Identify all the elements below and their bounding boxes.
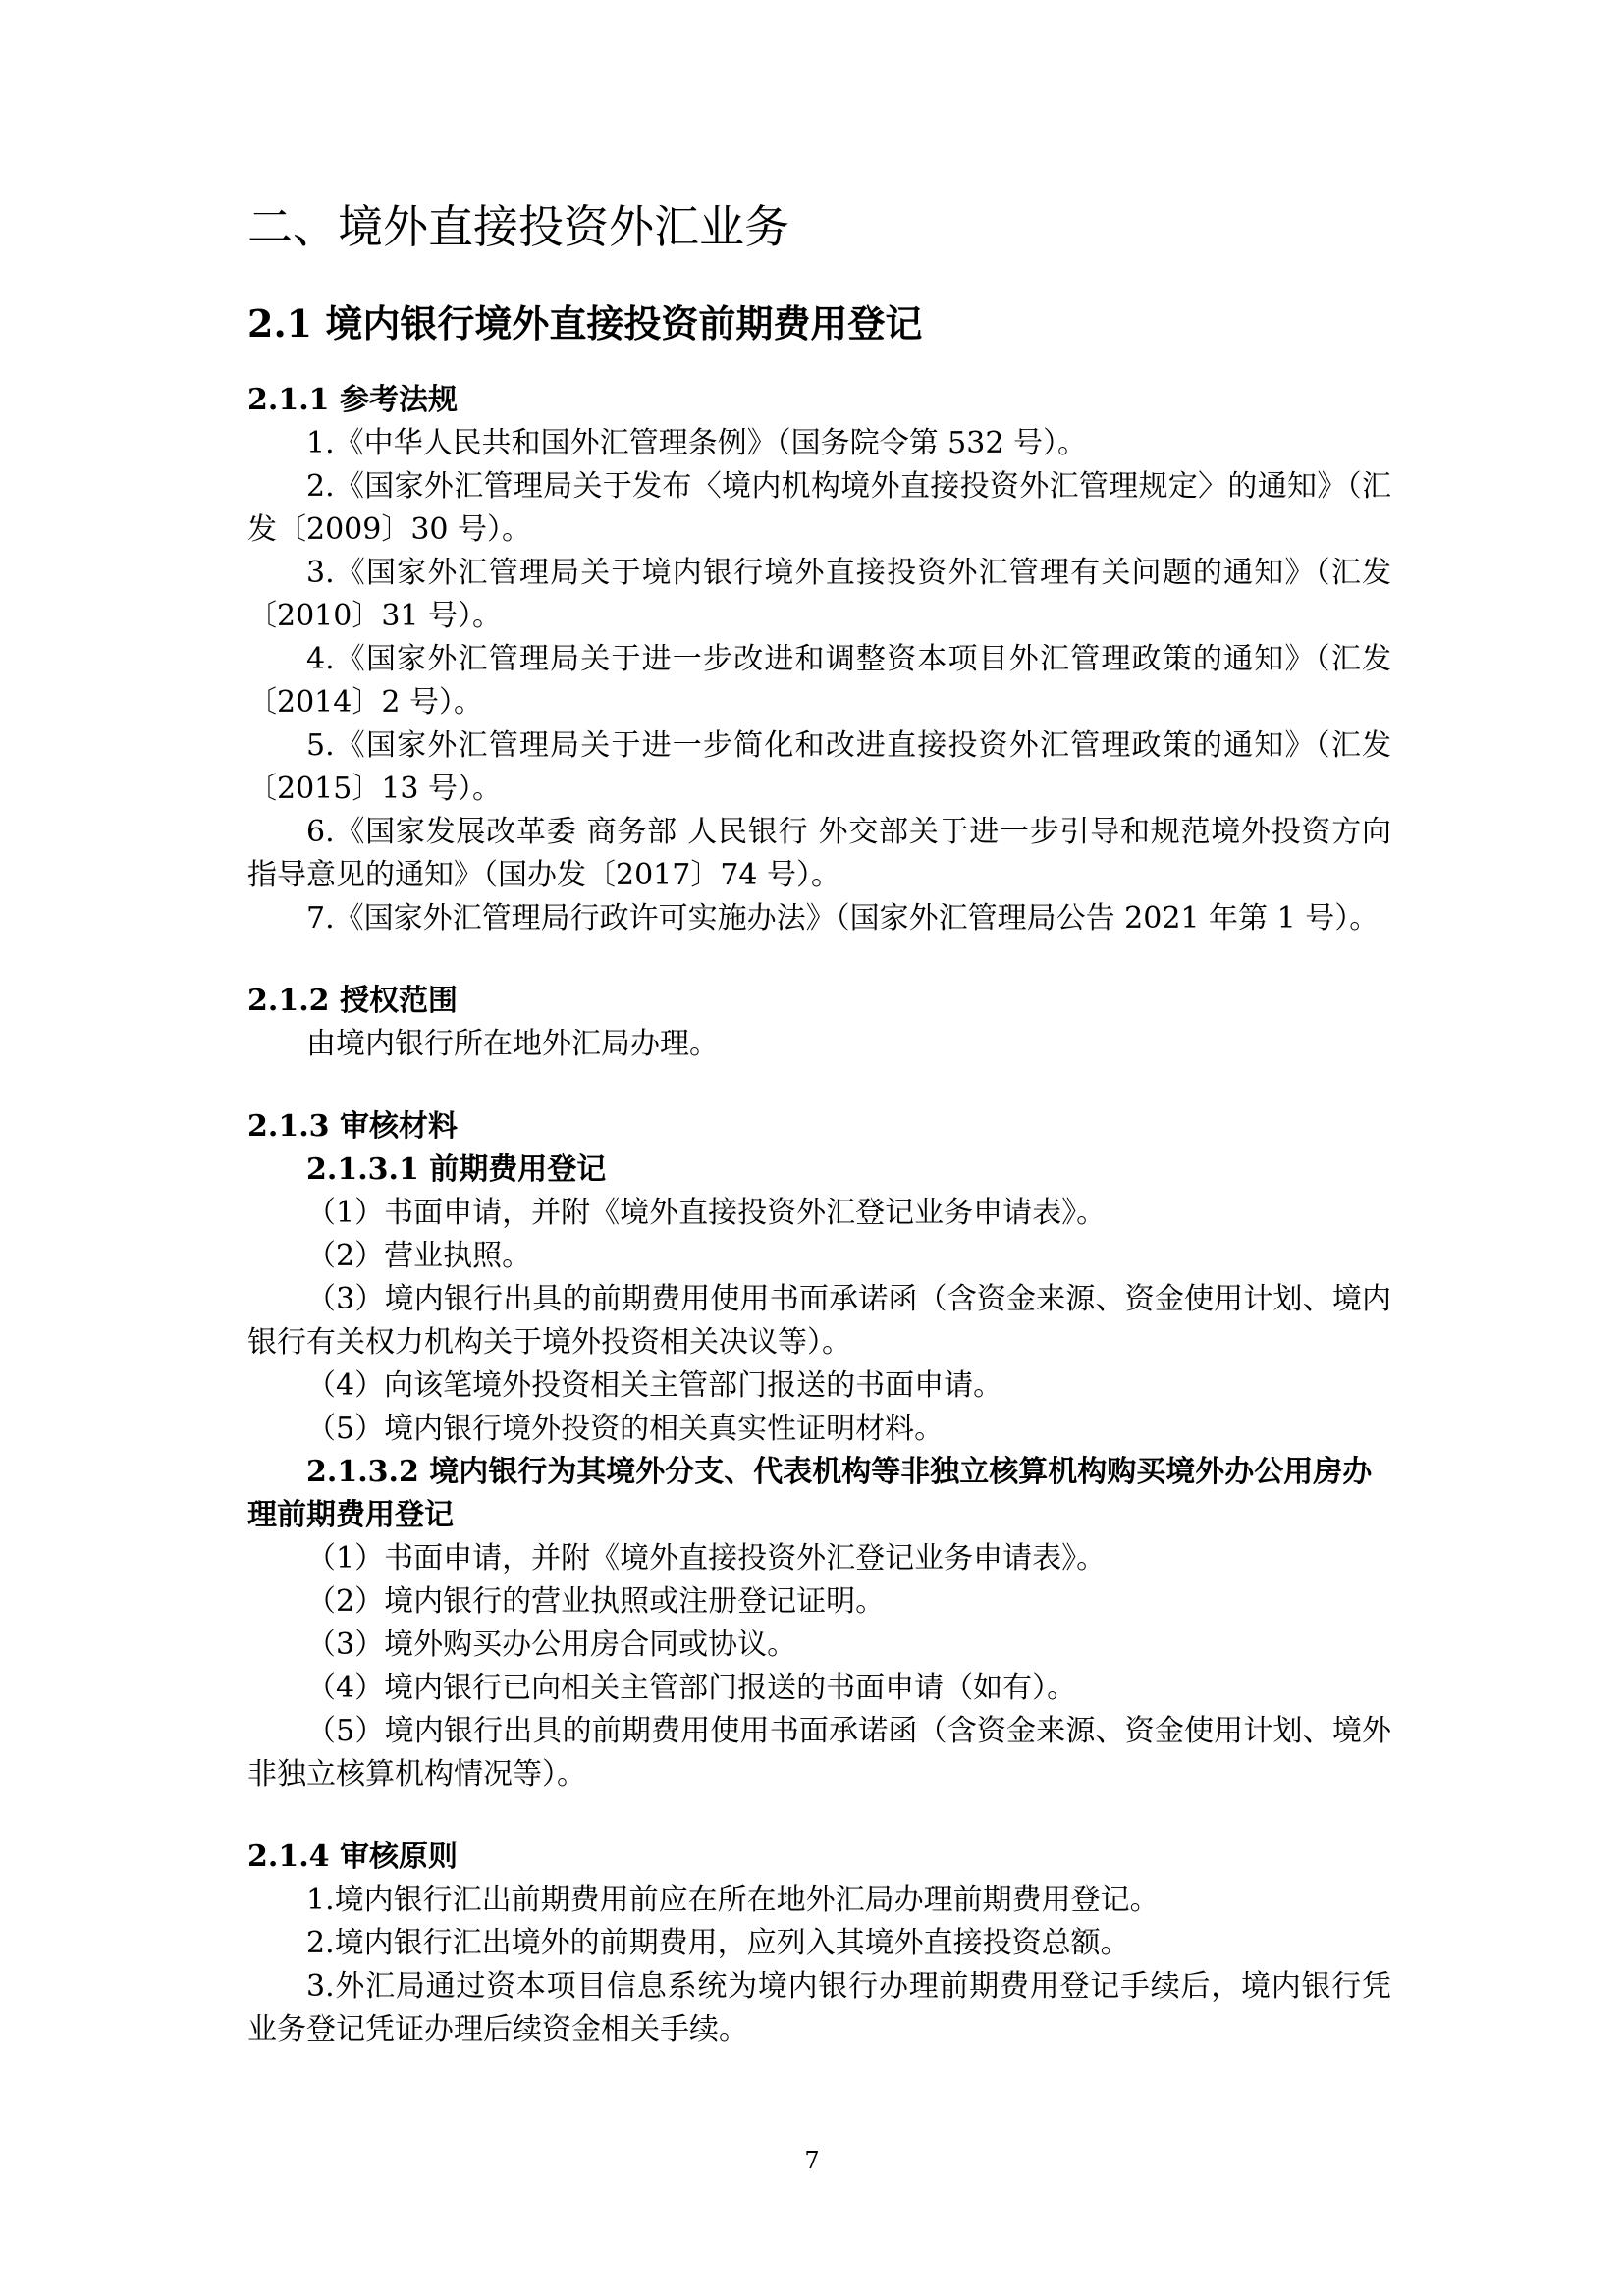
material-item: （3）境内银行出具的前期费用使用书面承诺函（含资金来源、资金使用计划、境内银行有关权力机构关于境外投资相关决议等）。	[247, 1282, 1391, 1360]
spacer	[247, 1796, 1391, 1836]
subsubsection-heading-office-purchase: 2.1.3.2 境内银行为其境外分支、代表机构等非独立核算机构购买境外办公用房办理前期费用登记	[247, 1455, 1373, 1532]
page-number: 7	[804, 2147, 820, 2174]
material-item: （1）书面申请，并附《境外直接投资外汇登记业务申请表》。	[306, 1196, 1107, 1230]
principle-item: 1.境内银行汇出前期费用前应在所在地外汇局办理前期费用登记。	[306, 1883, 1160, 1917]
spacer	[247, 1066, 1391, 1105]
subsection-heading-materials: 2.1.3 审核材料	[247, 1109, 458, 1144]
material-item: （1）书面申请，并附《境外直接投资外汇登记业务申请表》。	[306, 1541, 1107, 1575]
material-item: （5）境内银行境外投资的相关真实性证明材料。	[306, 1412, 945, 1446]
subsubsection-heading-preliminary: 2.1.3.1 前期费用登记	[306, 1152, 607, 1187]
material-item: （3）境外购买办公用房合同或协议。	[306, 1628, 797, 1662]
material-item: （5）境内银行出具的前期费用使用书面承诺函（含资金来源、资金使用计划、境外非独立核算机构情况等）。	[247, 1714, 1391, 1791]
regulation-item: 3.《国家外汇管理局关于境内银行境外直接投资外汇管理有关问题的通知》（汇发〔2010〕31 号）。	[247, 556, 1391, 633]
regulation-item: 7.《国家外汇管理局行政许可实施办法》（国家外汇管理局公告 2021 年第 1 号）。	[306, 901, 1380, 935]
chapter-title: 二、境外直接投资外汇业务	[247, 200, 789, 253]
section-title: 2.1 境内银行境外直接投资前期费用登记	[247, 301, 923, 346]
material-item: （2）营业执照。	[306, 1239, 532, 1273]
subsection-heading-principles: 2.1.4 审核原则	[247, 1840, 458, 1874]
regulation-item: 4.《国家外汇管理局关于进一步改进和调整资本项目外汇管理政策的通知》（汇发〔2014〕2 号）。	[247, 642, 1391, 720]
material-item: （4）境内银行已向相关主管部门报送的书面申请（如有）。	[306, 1671, 1077, 1705]
subsection-heading-regulations: 2.1.1 参考法规	[247, 383, 458, 417]
principle-item: 3.外汇局通过资本项目信息系统为境内银行办理前期费用登记手续后，境内银行凭业务登记凭证办理后续资金相关手续。	[247, 1969, 1391, 2047]
subsection-heading-scope: 2.1.2 授权范围	[247, 984, 458, 1018]
scope-text: 由境内银行所在地外汇局办理。	[306, 1027, 719, 1061]
material-item: （4）向该笔境外投资相关主管部门报送的书面申请。	[306, 1368, 1003, 1403]
regulation-item: 2.《国家外汇管理局关于发布〈境内机构境外直接投资外汇管理规定〉的通知》（汇发〔2009〕30 号）。	[247, 469, 1391, 547]
material-item: （2）境内银行的营业执照或注册登记证明。	[306, 1584, 886, 1619]
regulation-item: 6.《国家发展改革委 商务部 人民银行 外交部关于进一步引导和规范境外投资方向指导意见的通知》（国办发〔2017〕74 号）。	[247, 815, 1391, 892]
principle-item: 2.境内银行汇出境外的前期费用，应列入其境外直接投资总额。	[306, 1926, 1130, 1960]
spacer	[247, 940, 1391, 980]
section-content	[247, 379, 1391, 2052]
regulation-item: 1.《中华人民共和国外汇管理条例》（国务院令第 532 号）。	[306, 426, 1087, 460]
regulation-item: 5.《国家外汇管理局关于进一步简化和改进直接投资外汇管理政策的通知》（汇发〔2015〕13 号）。	[247, 728, 1391, 806]
